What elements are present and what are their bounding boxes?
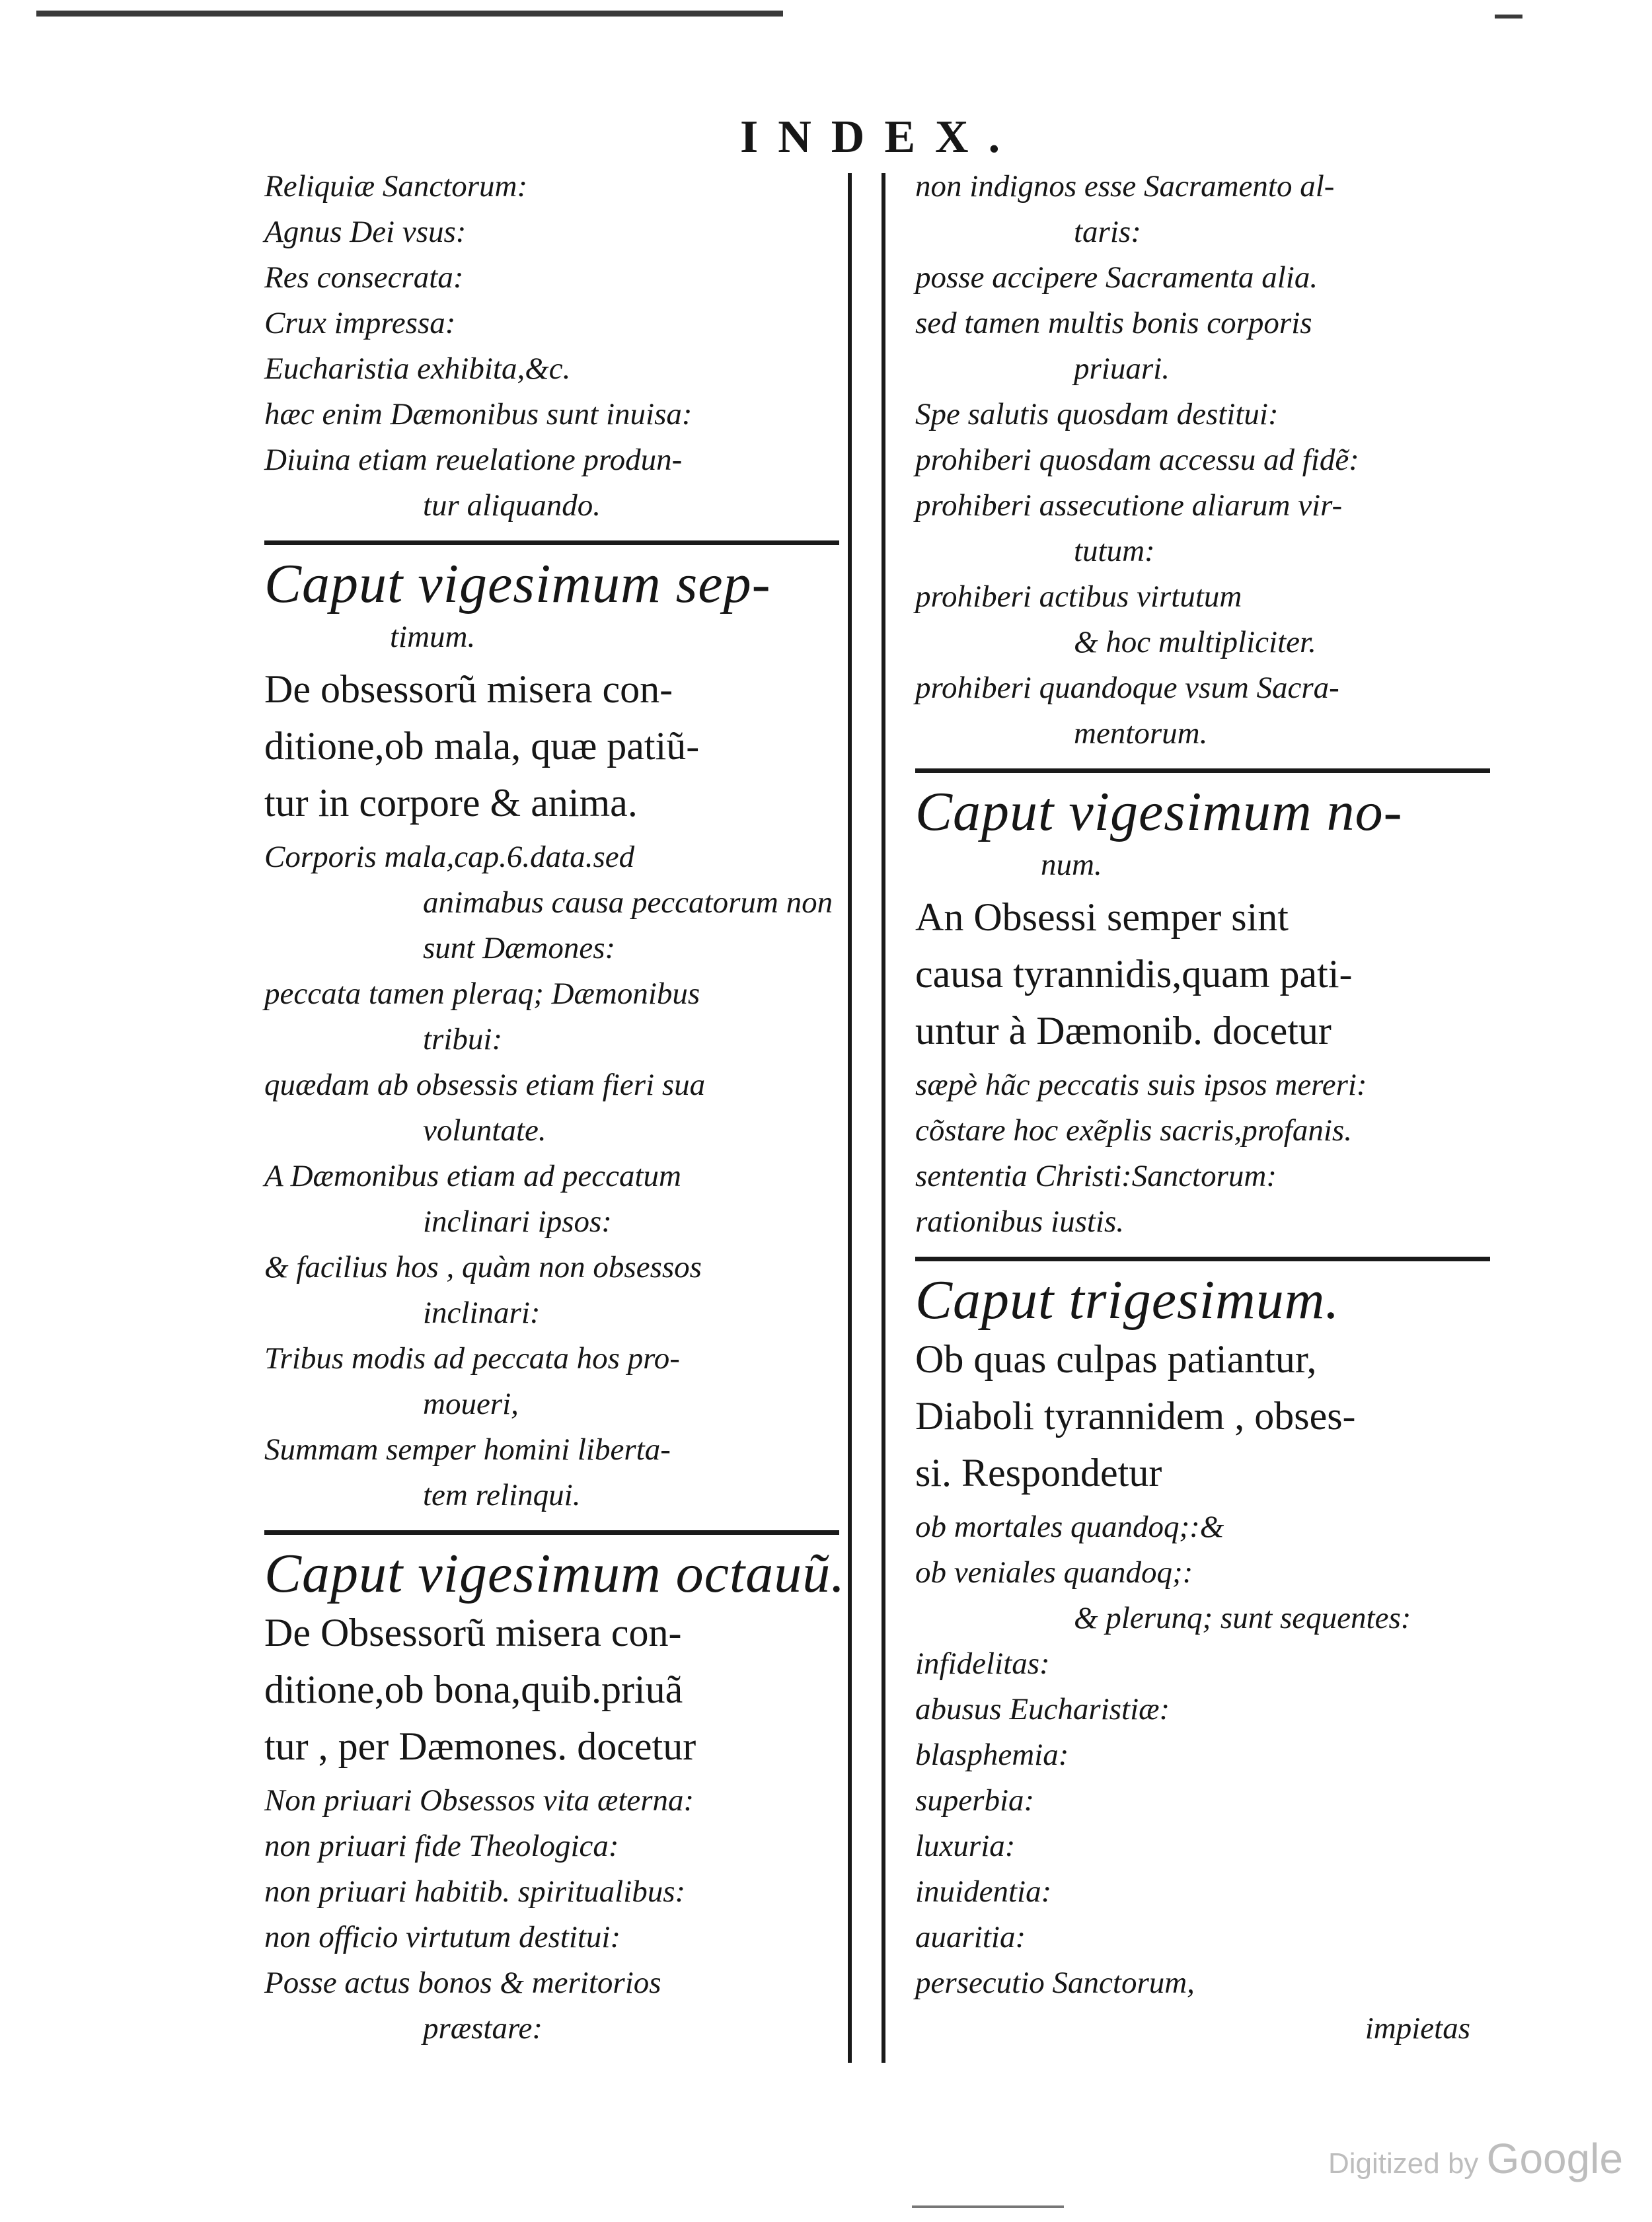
- index-entry: peccata tamen pleraq; Dæmonibus: [264, 977, 700, 1011]
- chapter-summary-line: De obsessorũ misera con-: [264, 667, 673, 711]
- index-entry: abusus Eucharistiæ:: [915, 1692, 1170, 1726]
- index-entry: persecutio Sanctorum,: [915, 1966, 1195, 2000]
- scan-edge-top-right: [1495, 15, 1522, 19]
- index-entry: Diuina etiam reuelatione produn-: [264, 443, 683, 477]
- index-entry-continuation: priuari.: [1074, 352, 1170, 386]
- index-entry: A Dæmonibus etiam ad peccatum: [264, 1159, 681, 1193]
- index-entry: Spe salutis quosdam destitui:: [915, 397, 1279, 431]
- index-entry: Non priuari Obsessos vita æterna:: [264, 1783, 695, 1818]
- scan-edge-top: [36, 11, 783, 17]
- index-entry-continuation: tutum:: [1074, 534, 1155, 568]
- chapter-summary-line: untur à Dæmonib. docetur: [915, 1009, 1332, 1053]
- index-entry: rationibus iustis.: [915, 1204, 1125, 1239]
- index-entry-continuation: tem relinqui.: [423, 1478, 581, 1512]
- index-entry: ob mortales quandoq;:&: [915, 1510, 1224, 1544]
- index-entry-continuation: & plerunq; sunt sequentes:: [1074, 1601, 1411, 1635]
- index-entry: ob veniales quandoq;:: [915, 1555, 1193, 1590]
- chapter-summary-line: ditione,ob bona,quib.priuã: [264, 1668, 683, 1711]
- chapter-summary-line: causa tyrannidis,quam pati-: [915, 952, 1353, 996]
- index-entry-continuation: inclinari:: [423, 1296, 541, 1330]
- index-entry: non indignos esse Sacramento al-: [915, 169, 1335, 204]
- index-entry: prohiberi assecutione aliarum vir-: [915, 488, 1343, 523]
- index-entry-continuation: moueri,: [423, 1387, 519, 1421]
- index-entry-continuation: tribui:: [423, 1022, 503, 1056]
- index-entry: sæpè hãc peccatis suis ipsos mereri:: [915, 1068, 1367, 1102]
- scan-edge-bottom: [912, 2205, 1064, 2208]
- index-entry: auaritia:: [915, 1920, 1026, 1954]
- index-entry: sed tamen multis bonis corporis: [915, 306, 1312, 340]
- index-entry: infidelitas:: [915, 1647, 1050, 1681]
- index-entry: sententia Christi:Sanctorum:: [915, 1159, 1277, 1193]
- chapter-heading-continuation: num.: [1041, 848, 1102, 882]
- watermark-prefix: Digitized by: [1328, 2147, 1479, 2180]
- right-column: [915, 164, 1490, 2052]
- chapter-divider-rule: [915, 1257, 1490, 1261]
- chapter-heading: Caput vigesimum no-: [915, 781, 1403, 842]
- index-entry: Res consecrata:: [264, 260, 464, 295]
- index-entry: superbia:: [915, 1783, 1035, 1818]
- index-entry: prohiberi quandoque vsum Sacra-: [915, 671, 1339, 705]
- index-entry: posse accipere Sacramenta alia.: [915, 260, 1318, 295]
- chapter-summary-line: tur in corpore & anima.: [264, 781, 638, 825]
- index-entry: non priuari fide Theologica:: [264, 1829, 619, 1863]
- index-entry: Agnus Dei vsus:: [264, 215, 467, 249]
- index-entry: luxuria:: [915, 1829, 1016, 1863]
- column-divider-left: [848, 173, 852, 2063]
- index-entry-continuation: voluntate.: [423, 1113, 546, 1148]
- index-entry: prohiberi actibus virtutum: [915, 579, 1242, 614]
- index-entry: Tribus modis ad peccata hos pro-: [264, 1341, 680, 1376]
- digitized-watermark: [1328, 2134, 1623, 2183]
- chapter-divider-rule: [264, 1530, 839, 1535]
- index-entry: & facilius hos , quàm non obsessos: [264, 1250, 702, 1284]
- index-entry: prohiberi quosdam accessu ad fidẽ:: [915, 443, 1359, 477]
- index-entry: Summam semper homini liberta-: [264, 1432, 671, 1467]
- index-entry: non priuari habitib. spiritualibus:: [264, 1874, 686, 1909]
- index-entry-continuation: taris:: [1074, 215, 1141, 249]
- index-entry: non officio virtutum destitui:: [264, 1920, 621, 1954]
- index-entry-continuation: animabus causa peccatorum non: [423, 885, 833, 920]
- chapter-summary-line: De Obsessorũ misera con-: [264, 1611, 682, 1654]
- chapter-summary-line: Ob quas culpas patiantur,: [915, 1337, 1317, 1381]
- chapter-divider-rule: [264, 540, 839, 545]
- index-entry: inuidentia:: [915, 1874, 1052, 1909]
- index-entry-continuation: sunt Dæmones:: [423, 931, 616, 965]
- index-entry: hæc enim Dæmonibus sunt inuisa:: [264, 397, 693, 431]
- chapter-divider-rule: [915, 768, 1490, 773]
- left-column: [264, 164, 846, 2052]
- index-entry-continuation: inclinari ipsos:: [423, 1204, 612, 1239]
- chapter-summary-line: Diaboli tyrannidem , obses-: [915, 1394, 1356, 1438]
- google-logo-text: Google: [1486, 2135, 1624, 2182]
- chapter-heading: Caput vigesimum sep-: [264, 553, 771, 614]
- index-entry: Corporis mala,cap.6.data.sed: [264, 840, 635, 874]
- index-entry-continuation: præstare:: [423, 2011, 543, 2046]
- index-entry: quædam ab obsessis etiam fieri sua: [264, 1068, 706, 1102]
- page-header: INDEX.: [740, 112, 1020, 163]
- catchword: impietas: [1365, 2011, 1470, 2046]
- index-entry-continuation: & hoc multipliciter.: [1074, 625, 1316, 659]
- chapter-summary-line: An Obsessi semper sint: [915, 895, 1289, 939]
- chapter-heading-continuation: timum.: [390, 620, 476, 654]
- chapter-heading: Caput trigesimum.: [915, 1269, 1340, 1331]
- index-entry-continuation: tur aliquando.: [423, 488, 601, 523]
- index-entry: Crux impressa:: [264, 306, 456, 340]
- index-entry: Reliquiæ Sanctorum:: [264, 169, 528, 204]
- chapter-summary-line: tur , per Dæmones. docetur: [264, 1724, 696, 1768]
- chapter-summary-line: si. Respondetur: [915, 1451, 1162, 1495]
- index-entry: blasphemia:: [915, 1738, 1069, 1772]
- index-entry-continuation: mentorum.: [1074, 716, 1208, 751]
- index-entry: cõstare hoc exẽplis sacris,profanis.: [915, 1113, 1352, 1148]
- index-entry: Posse actus bonos & meritorios: [264, 1966, 661, 2000]
- column-divider-right: [882, 173, 885, 2063]
- chapter-summary-line: ditione,ob mala, quæ patiũ-: [264, 724, 700, 768]
- index-entry: Eucharistia exhibita,&c.: [264, 352, 571, 386]
- chapter-heading: Caput vigesimum octauũ.: [264, 1543, 846, 1604]
